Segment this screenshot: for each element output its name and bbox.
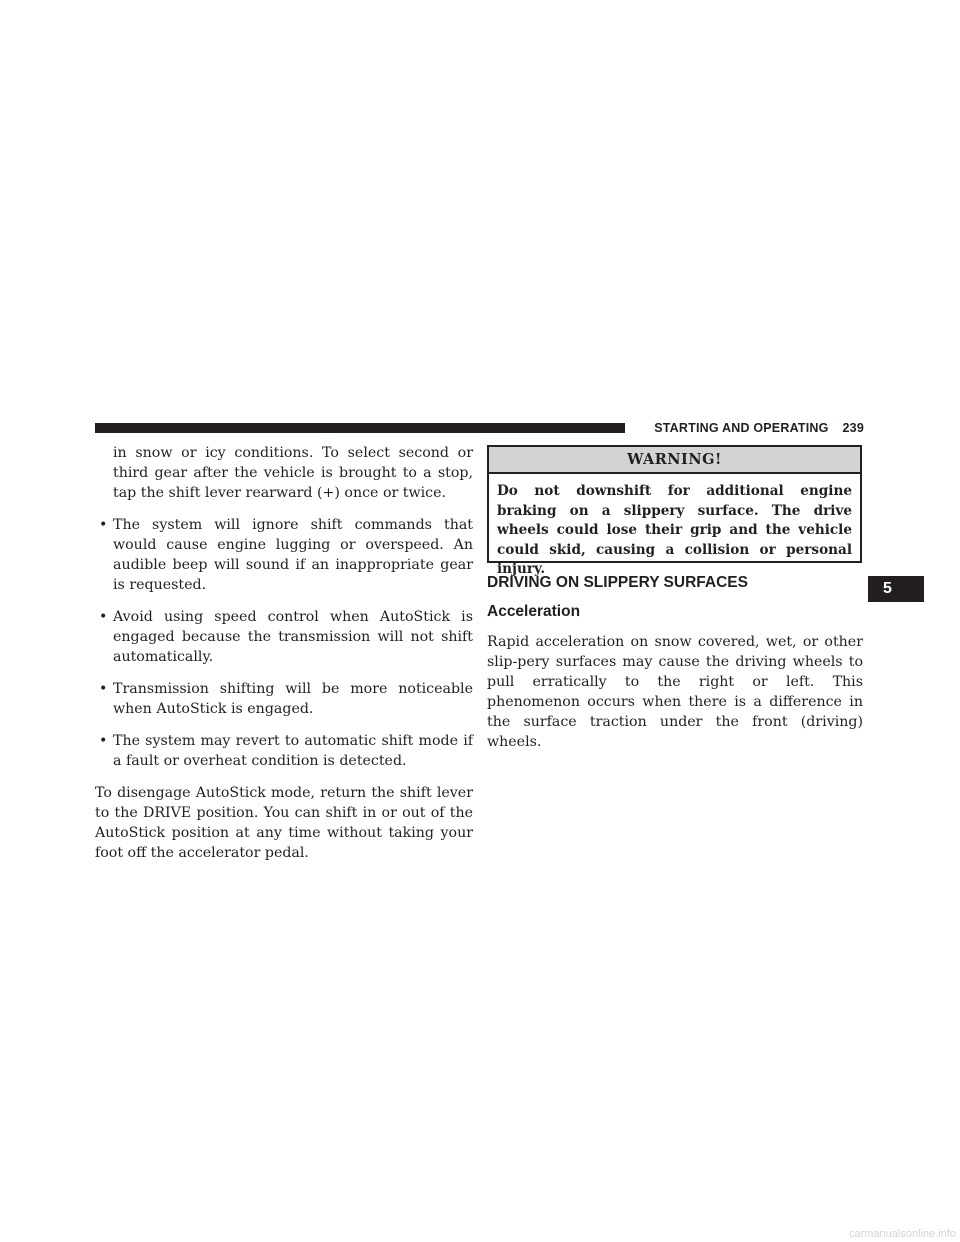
- section-title: STARTING AND OPERATING: [654, 421, 829, 435]
- bullet-icon: •: [99, 733, 108, 749]
- running-header: [630, 419, 864, 437]
- continuation-text: in snow or icy conditions. To select second or third gear after the vehicle is brought to a stop, tap the shift lever rearward (+) once or twice.: [113, 445, 473, 501]
- list-item-text: The system will ignore shift commands that would cause engine lugging or overspeed. An audible beep will sound if an inappropriate gear is requested.: [113, 517, 473, 593]
- subsection-heading: Acceleration: [487, 603, 581, 620]
- header-rule: [95, 423, 625, 433]
- list-item: [95, 731, 473, 771]
- left-column: [95, 443, 473, 863]
- page-number: 239: [842, 421, 864, 435]
- bullet-icon: •: [99, 517, 108, 533]
- section-paragraph: Rapid acceleration on snow covered, wet, or other slip-pery surfaces may cause the driving wheels to pull erratically to the right or left. This phenomenon occurs when there is a difference in the surface traction under the front (driving) wheels.: [487, 634, 863, 750]
- bullet-icon: •: [99, 681, 108, 697]
- list-item-text: Avoid using speed control when AutoStick is engaged because the transmission will not shift automatically.: [113, 609, 473, 665]
- warning-text: Do not downshift for additional engine braking on a slippery surface. The drive wheels could lose their grip and the vehicle could skid, causing a collision or personal injury.: [497, 483, 852, 577]
- bullet-list: [95, 515, 473, 771]
- watermark: carmanualsonline.info: [848, 1228, 956, 1240]
- warning-box: [487, 445, 862, 577]
- warning-title: WARNING!: [489, 447, 860, 474]
- body-paragraph: To disengage AutoStick mode, return the shift lever to the DRIVE position. You can shift in or out of the AutoStick position at any time without taking your foot off the accelerator pedal.: [95, 785, 473, 861]
- bullet-icon: •: [99, 609, 108, 625]
- chapter-tab: 5: [868, 576, 924, 602]
- list-item: [95, 607, 473, 667]
- section-heading: DRIVING ON SLIPPERY SURFACES: [487, 574, 748, 591]
- list-item: [95, 515, 473, 595]
- list-item: [95, 679, 473, 719]
- list-item-text: The system may revert to automatic shift mode if a fault or overheat condition is detected.: [113, 733, 473, 769]
- list-item-text: Transmission shifting will be more noticeable when AutoStick is engaged.: [113, 681, 473, 717]
